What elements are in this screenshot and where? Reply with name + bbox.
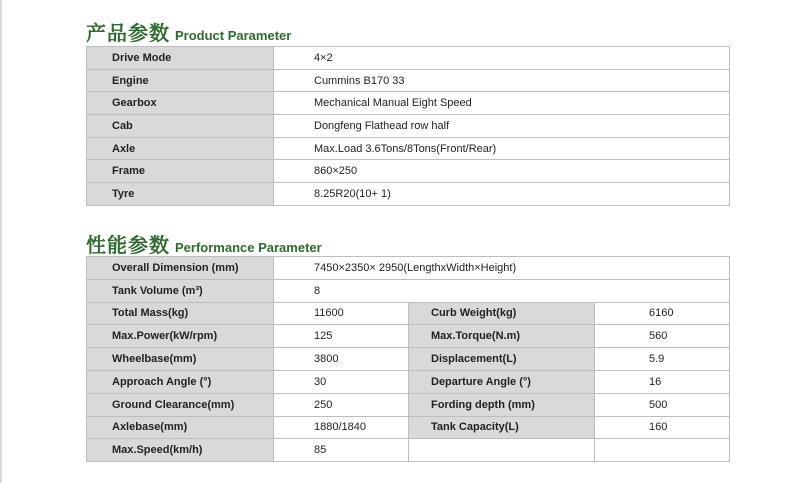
table-row bbox=[87, 257, 730, 280]
table-row bbox=[87, 302, 730, 325]
table-row bbox=[87, 160, 730, 183]
param-label: Displacement(L) bbox=[409, 348, 595, 371]
table-row bbox=[87, 115, 730, 138]
param-value: Max.Load 3.6Tons/8Tons(Front/Rear) bbox=[274, 137, 730, 160]
table-row bbox=[87, 279, 730, 302]
param-value: 5.9 bbox=[595, 348, 730, 371]
param-label: Total Mass(kg) bbox=[87, 302, 274, 325]
product-parameter-title-en: Product Parameter bbox=[175, 28, 292, 43]
param-value: 160 bbox=[595, 416, 730, 439]
param-label: Overall Dimension (mm) bbox=[87, 257, 274, 280]
param-value: 8.25R20(10+ 1) bbox=[274, 183, 730, 206]
table-row bbox=[87, 439, 730, 462]
param-label: Max.Speed(km/h) bbox=[87, 439, 274, 462]
param-value: 860×250 bbox=[274, 160, 730, 183]
param-label: Frame bbox=[87, 160, 274, 183]
param-value: 8 bbox=[274, 279, 730, 302]
param-value: 11600 bbox=[274, 302, 409, 325]
param-label: Tyre bbox=[87, 183, 274, 206]
left-border-line bbox=[0, 0, 2, 483]
param-label: Max.Torque(N.m) bbox=[409, 325, 595, 348]
performance-parameter-table bbox=[86, 256, 730, 462]
empty-cell bbox=[409, 439, 595, 462]
param-value: 3800 bbox=[274, 348, 409, 371]
param-label: Cab bbox=[87, 115, 274, 138]
table-row bbox=[87, 69, 730, 92]
product-parameter-table bbox=[86, 46, 730, 206]
performance-parameter-title-en: Performance Parameter bbox=[175, 240, 322, 255]
param-value: 85 bbox=[274, 439, 409, 462]
table-row bbox=[87, 416, 730, 439]
param-label: Max.Power(kW/rpm) bbox=[87, 325, 274, 348]
param-value: 16 bbox=[595, 370, 730, 393]
param-label: Departure Angle (°) bbox=[409, 370, 595, 393]
performance-parameter-heading bbox=[86, 229, 322, 258]
table-row bbox=[87, 393, 730, 416]
param-value: 125 bbox=[274, 325, 409, 348]
param-value: 250 bbox=[274, 393, 409, 416]
param-value: 6160 bbox=[595, 302, 730, 325]
param-value: 30 bbox=[274, 370, 409, 393]
param-label: Wheelbase(mm) bbox=[87, 348, 274, 371]
param-value: 1880/1840 bbox=[274, 416, 409, 439]
param-value: Mechanical Manual Eight Speed bbox=[274, 92, 730, 115]
table-row bbox=[87, 183, 730, 206]
param-value: Cummins B170 33 bbox=[274, 69, 730, 92]
param-label: Curb Weight(kg) bbox=[409, 302, 595, 325]
product-parameter-title-cn: 产品参数 bbox=[86, 23, 170, 45]
table-row bbox=[87, 348, 730, 371]
param-value: 7450×2350× 2950(LengthxWidth×Height) bbox=[274, 257, 730, 280]
param-value: Dongfeng Flathead row half bbox=[274, 115, 730, 138]
param-label: Approach Angle (°) bbox=[87, 370, 274, 393]
param-label: Ground Clearance(mm) bbox=[87, 393, 274, 416]
param-label: Tank Capacity(L) bbox=[409, 416, 595, 439]
table-row bbox=[87, 92, 730, 115]
table-row bbox=[87, 47, 730, 70]
product-parameter-heading bbox=[86, 17, 291, 46]
param-label: Drive Mode bbox=[87, 47, 274, 70]
table-row bbox=[87, 137, 730, 160]
param-label: Fording depth (mm) bbox=[409, 393, 595, 416]
table-row bbox=[87, 370, 730, 393]
param-label: Tank Volume (m³) bbox=[87, 279, 274, 302]
performance-parameter-title-cn: 性能参数 bbox=[86, 235, 170, 257]
param-value: 4×2 bbox=[274, 47, 730, 70]
param-value: 560 bbox=[595, 325, 730, 348]
param-label: Axlebase(mm) bbox=[87, 416, 274, 439]
param-label: Engine bbox=[87, 69, 274, 92]
param-value: 500 bbox=[595, 393, 730, 416]
param-label: Axle bbox=[87, 137, 274, 160]
table-row bbox=[87, 325, 730, 348]
empty-cell bbox=[595, 439, 730, 462]
param-label: Gearbox bbox=[87, 92, 274, 115]
